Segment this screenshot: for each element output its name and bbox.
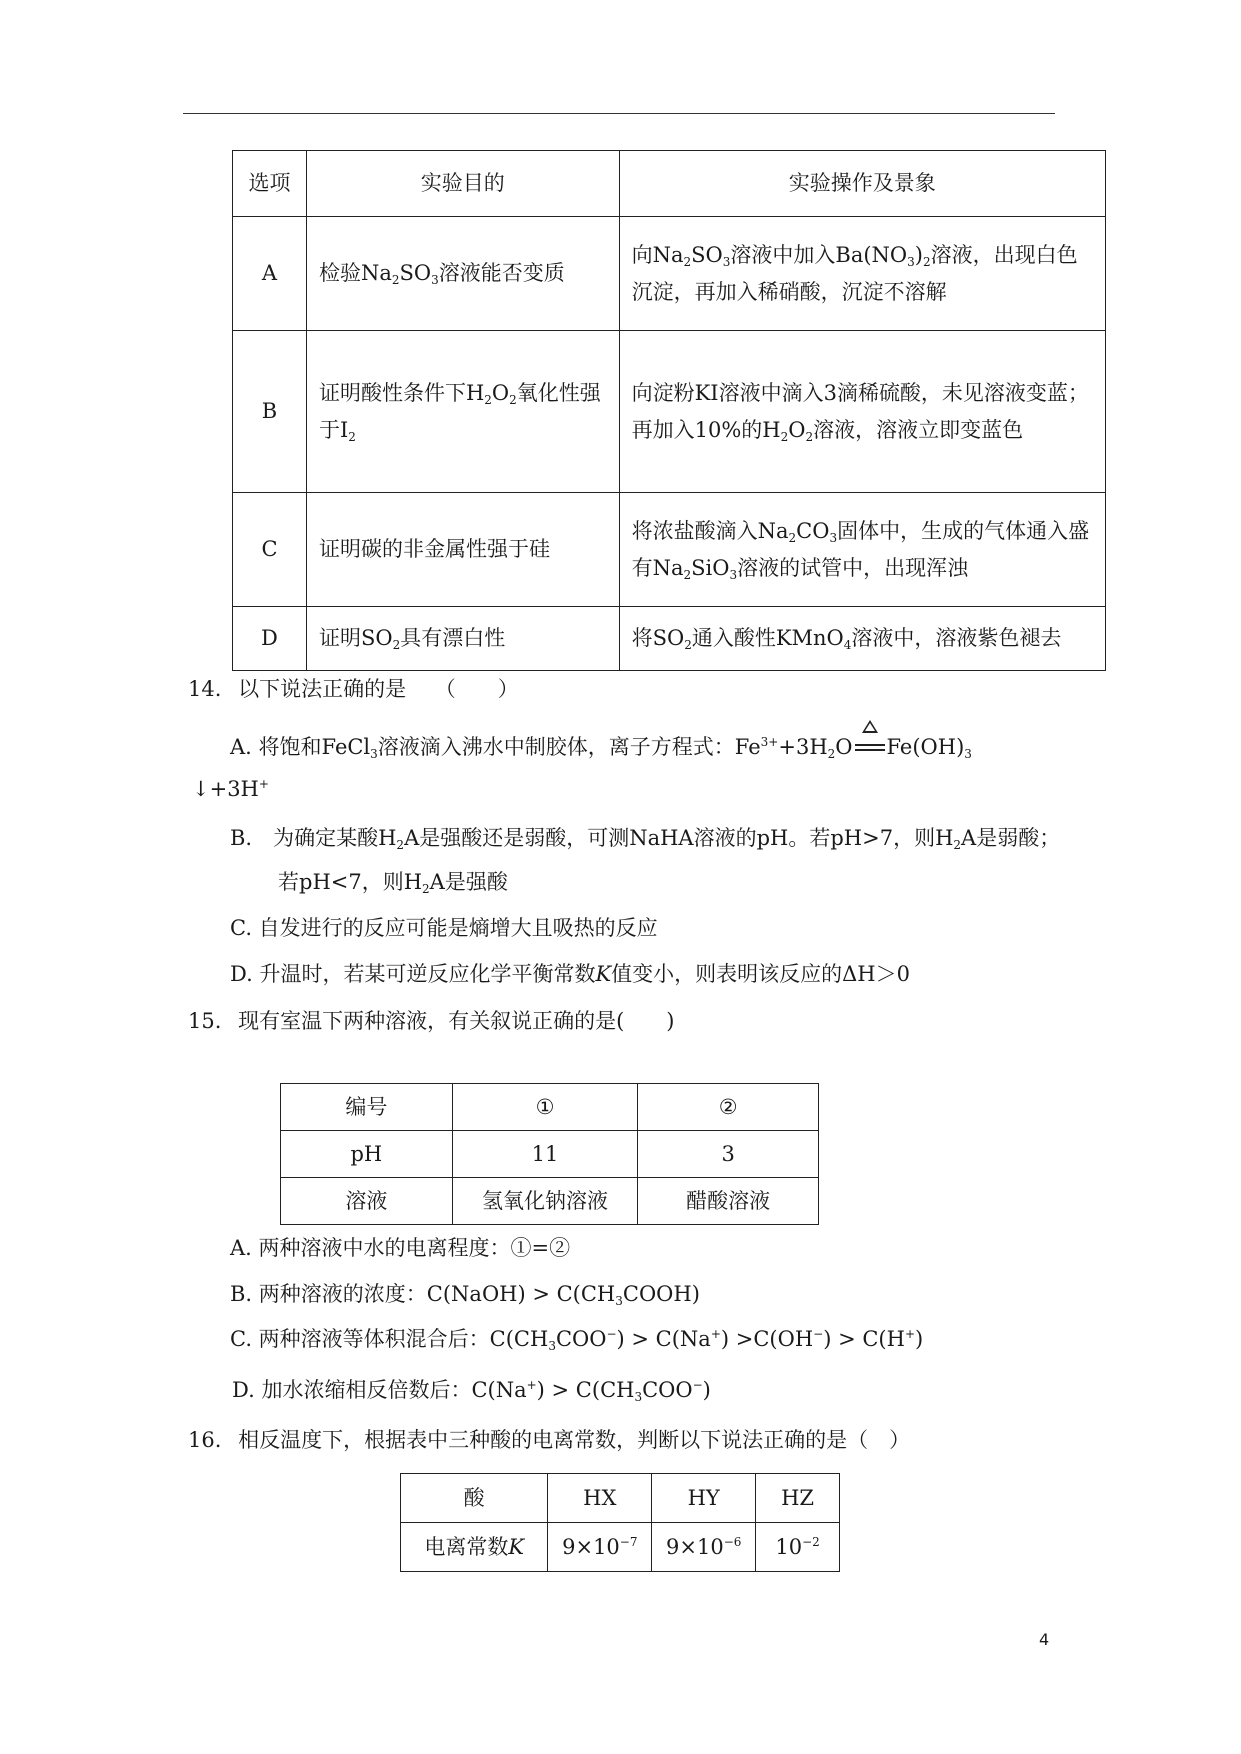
q14-option-b: B. 为确定某酸$H_2A$是强酸还是弱酸，可测NaHA溶液的pH。若pH>7，则$H_2A$是弱酸； [230, 826, 1061, 852]
row-option: D [233, 607, 307, 671]
ka-value: $9\times 10^{-6}$ [652, 1523, 756, 1572]
row-purpose: 证明$SO_2$具有漂白性 [306, 607, 619, 671]
row-operation: 向$Na_2SO_3$溶液中加入$Ba(NO_3)_2$溶液，出现白色沉淀，再加入稀硝酸，沉淀不溶解 [619, 217, 1105, 331]
ph-table-cell: 3 [638, 1131, 819, 1178]
ph-table-cell: 氢氧化钠溶液 [452, 1178, 638, 1225]
ph-table-cell: ① [452, 1084, 638, 1131]
q14-option-b-cont: 若pH<7，则$H_2A$是强酸 [278, 870, 508, 896]
ionization-constant-table [400, 1473, 840, 1572]
acid-header: HZ [756, 1474, 840, 1523]
experiment-table [232, 150, 1106, 671]
row-label: 电离常数K [401, 1523, 548, 1572]
row-option: A [233, 217, 307, 331]
table-row [233, 493, 1106, 607]
header-rule [183, 113, 1055, 114]
table-row [401, 1474, 840, 1523]
table-row [281, 1084, 819, 1131]
ph-table [280, 1083, 819, 1225]
q15-option-a: A. 两种溶液中水的电离程度：①=② [230, 1236, 571, 1260]
row-option: C [233, 493, 307, 607]
acid-header: HY [652, 1474, 756, 1523]
q15-option-b: B. 两种溶液的浓度：C(NaOH) > $C(CH_3COOH)$ [230, 1282, 700, 1308]
row-operation: 向淀粉KI溶液中滴入3滴稀硫酸，未见溶液变蓝； 再加入10%的$H_2O_2$溶液，溶液立即变蓝色 [619, 331, 1105, 493]
page-number: 4 [1039, 1630, 1050, 1649]
ka-value: $10^{-2}$ [756, 1523, 840, 1572]
ka-value: $9\times 10^{-7}$ [548, 1523, 652, 1572]
header-option: 选项 [233, 151, 307, 217]
q14-option-a: A. 将饱和FeCl$_3$溶液滴入沸水中制胶体，离子方程式：$Fe^{3+}+3H_2O$ $Fe(OH)_3$ [230, 731, 972, 761]
table-row [233, 331, 1106, 493]
q15-option-c: C. 两种溶液等体积混合后：$C(CH_3COO^-) > C(Na^+) >C(OH^-) > C(H^+)$ [230, 1327, 924, 1353]
q14-option-a-cont: ↓+3H+ [192, 777, 269, 801]
question-15-stem: 15. 现有室温下两种溶液，有关叙说正确的是( ) [188, 1009, 675, 1033]
q15-option-d: D. 加水浓缩相反倍数后：$C(Na^+) > C(CH_3COO^-)$ [232, 1378, 711, 1404]
ph-table-cell: ② [638, 1084, 819, 1131]
header-operation: 实验操作及景象 [619, 151, 1105, 217]
row-purpose: 证明碳的非金属性强于硅 [306, 493, 619, 607]
q14-option-c: C. 自发进行的反应可能是熵增大且吸热的反应 [230, 916, 658, 940]
ph-table-cell: 醋酸溶液 [638, 1178, 819, 1225]
question-16-stem: 16. 相反温度下，根据表中三种酸的电离常数，判断以下说法正确的是（ ） [188, 1428, 911, 1452]
ph-table-cell: 溶液 [281, 1178, 453, 1225]
acid-header: HX [548, 1474, 652, 1523]
header-purpose: 实验目的 [306, 151, 619, 217]
question-14-stem: 14. 以下说法正确的是 （ ） [188, 677, 519, 701]
row-option: B [233, 331, 307, 493]
row-purpose: 检验$Na_2SO_3$溶液能否变质 [306, 217, 619, 331]
table-row [281, 1178, 819, 1225]
ph-table-cell: pH [281, 1131, 453, 1178]
row-operation: 将浓盐酸滴入$Na_2CO_3$固体中，生成的气体通入盛有$Na_2SiO_3$溶液的试管中，出现浑浊 [619, 493, 1105, 607]
ph-table-cell: 编号 [281, 1084, 453, 1131]
row-purpose: 证明酸性条件下$H_2O_2$氧化性强于$I_2$ [306, 331, 619, 493]
ph-table-cell: 11 [452, 1131, 638, 1178]
table-header-row [233, 151, 1106, 217]
table-row [233, 217, 1106, 331]
table-row [401, 1523, 840, 1572]
row-operation: 将$SO_2$通入酸性KMnO$_4$溶液中，溶液紫色褪去 [619, 607, 1105, 671]
table-row [233, 607, 1106, 671]
acid-header: 酸 [401, 1474, 548, 1523]
q14-option-d: D. 升温时，若某可逆反应化学平衡常数K值变小，则表明该反应的ΔH＞0 [230, 962, 910, 986]
heating-condition-icon [855, 734, 885, 756]
table-row [281, 1131, 819, 1178]
